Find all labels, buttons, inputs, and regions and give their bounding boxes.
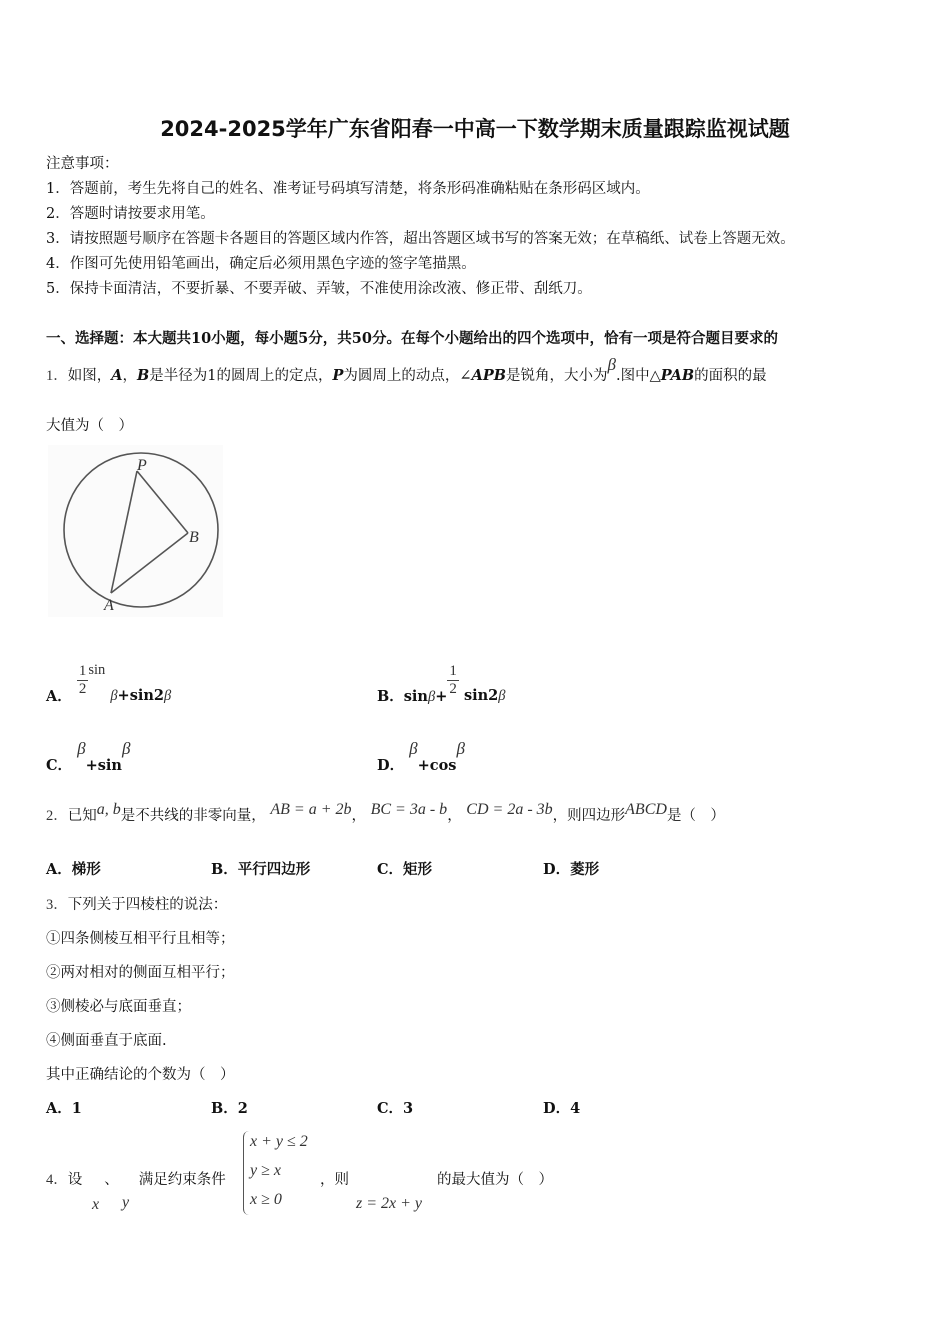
- question-4-stem: [46, 1168, 226, 1189]
- question-1-stem: [46, 355, 767, 385]
- option-label: D．: [377, 757, 405, 774]
- denominator: 2: [78, 681, 87, 697]
- question-2-stem: [46, 801, 725, 825]
- beta-symbol: β: [498, 687, 506, 704]
- denominator: 2: [449, 681, 457, 697]
- q1-text: .图中△: [615, 368, 661, 384]
- q1-text: 的面积的最: [694, 368, 767, 384]
- q3-option-c[interactable]: C．3: [377, 1100, 414, 1117]
- q3-statement-4: ④侧面垂直于底面.: [46, 1033, 167, 1049]
- beta-symbol: β: [110, 687, 118, 704]
- question-1-stem-cont: 大值为（ ）: [46, 418, 133, 434]
- q2-option-d[interactable]: D．菱形: [543, 861, 600, 878]
- option-label: C．: [46, 757, 73, 774]
- option-text: +sin2: [117, 686, 164, 704]
- note-item-3: 3．请按照题号顺序在答题卡各题目的答题区域内作答，超出答题区域书写的答案无效；在草稿纸、试卷上答题无效。: [46, 231, 795, 247]
- q1-comma: ，: [122, 368, 138, 384]
- q3-ask: 其中正确结论的个数为（ ）: [46, 1067, 235, 1083]
- triangle-pab: PAB: [660, 367, 695, 384]
- q1-text: 为圆周上的动点，∠: [343, 368, 472, 384]
- figure-label-a: A: [104, 597, 114, 614]
- notes-heading: 注意事项：: [46, 156, 119, 172]
- q3-statement-3: ③侧棱必与底面垂直；: [46, 999, 191, 1015]
- note-item-2: 2．答题时请按要求用笔。: [46, 206, 215, 222]
- point-b-label: B: [137, 367, 150, 384]
- option-text: sin2: [463, 686, 499, 704]
- plus-sign: +: [435, 688, 448, 705]
- question-number: 3．: [46, 897, 68, 913]
- angle-apb: APB: [471, 367, 506, 384]
- option-text: +sin: [85, 757, 122, 774]
- fraction-one-half: [77, 663, 89, 698]
- beta-symbol: β: [427, 689, 436, 705]
- point-a-label: A: [111, 367, 123, 384]
- option-text: +cos: [417, 757, 457, 774]
- sin-text: sin: [88, 662, 106, 678]
- question-number: 2．: [46, 808, 68, 824]
- q1-option-a[interactable]: [46, 655, 171, 706]
- q1-text: 是锐角，大小为: [506, 368, 608, 384]
- point-p-label: P: [332, 367, 344, 384]
- beta-symbol: β: [456, 739, 465, 758]
- variable-y: y: [122, 1194, 130, 1211]
- q3-option-b[interactable]: B．2: [211, 1100, 248, 1117]
- separator: ，: [447, 808, 462, 824]
- q3-option-a[interactable]: A．1: [46, 1100, 82, 1117]
- page-title: 2024-2025学年广东省阳春一中高一下数学期末质量跟踪监视试题: [160, 117, 790, 141]
- q4-text: 设: [67, 1172, 83, 1188]
- note-item-4: 4．作图可先使用铅笔画出，确定后必须用黑色字迹的签字笔描黑。: [46, 256, 476, 272]
- numerator: 1: [78, 663, 87, 679]
- variable-x: x: [92, 1196, 100, 1213]
- figure-label-b: B: [189, 529, 199, 546]
- q3-statement-2: ②两对相对的侧面互相平行；: [46, 965, 235, 981]
- objective-z: z = 2x + y: [356, 1195, 423, 1212]
- beta-symbol: β: [121, 739, 131, 758]
- q3-text: 下列关于四棱柱的说法：: [67, 897, 228, 913]
- figure-label-p: P: [137, 457, 147, 474]
- vector-ab-eq: AB = a + 2b: [270, 801, 352, 818]
- separator: ，: [351, 808, 366, 824]
- constraint-brace: [243, 1131, 250, 1215]
- q1-text: 是半径为1的圆周上的定点，: [149, 368, 333, 384]
- q2-option-c[interactable]: C．矩形: [377, 861, 433, 878]
- beta-symbol: β: [77, 739, 86, 758]
- quadrilateral-abcd: ABCD: [625, 801, 667, 818]
- q1-text: 如图，: [67, 368, 112, 384]
- note-item-1: 1．答题前，考生先将自己的姓名、准考证号码填写清楚，将条形码准确粘贴在条形码区域内。: [46, 181, 650, 197]
- q4-text: 、: [104, 1172, 119, 1188]
- fraction-one-half: [447, 663, 459, 698]
- q2-text: 是（ ）: [666, 808, 725, 824]
- q1-option-d[interactable]: [377, 738, 465, 774]
- question-number: 4．: [46, 1172, 68, 1188]
- q4-text-then: ，则: [320, 1172, 349, 1188]
- sin-text: sin: [403, 688, 428, 705]
- beta-symbol: β: [409, 739, 418, 758]
- constraint-2: y ≥ x: [250, 1162, 281, 1179]
- option-label: A．: [46, 688, 72, 705]
- note-item-5: 5．保持卡面清洁，不要折暴、不要弄破、弄皱，不准使用涂改液、修正带、刮纸刀。: [46, 281, 592, 297]
- q4-text-ask: 的最大值为（ ）: [437, 1172, 553, 1188]
- section-heading: 一、选择题：本大题共10小题，每小题5分，共50分。在每个小题给出的四个选项中，恰有一项是符合题目要求的: [46, 330, 778, 347]
- constraint-1: x + y ≤ 2: [250, 1133, 308, 1150]
- numerator: 1: [449, 663, 457, 679]
- q2-text: ，则四边形: [552, 808, 626, 824]
- q1-option-b[interactable]: [377, 655, 505, 706]
- beta-symbol: β: [164, 687, 172, 704]
- q4-text: 满足约束条件: [138, 1172, 226, 1188]
- vector-bc-eq: BC = 3a - b: [370, 801, 448, 818]
- q1-option-c[interactable]: [46, 738, 131, 774]
- q3-option-d[interactable]: D．4: [543, 1100, 581, 1117]
- circle-figure: [48, 445, 223, 617]
- vectors-ab: a, b: [96, 801, 121, 818]
- q2-text: 已知: [67, 808, 97, 824]
- question-3-stem: [46, 893, 227, 914]
- vector-cd-eq: CD = 2a - 3b: [466, 801, 553, 818]
- q2-option-a[interactable]: A．梯形: [46, 861, 101, 878]
- constraint-3: x ≥ 0: [250, 1191, 282, 1208]
- beta-symbol: β: [607, 355, 616, 374]
- question-number: 1．: [46, 368, 68, 384]
- option-label: B．: [377, 688, 404, 705]
- q2-text: 是不共线的非零向量，: [120, 808, 266, 824]
- q2-option-b[interactable]: B．平行四边形: [211, 861, 311, 878]
- q3-statement-1: ①四条侧棱互相平行且相等；: [46, 931, 235, 947]
